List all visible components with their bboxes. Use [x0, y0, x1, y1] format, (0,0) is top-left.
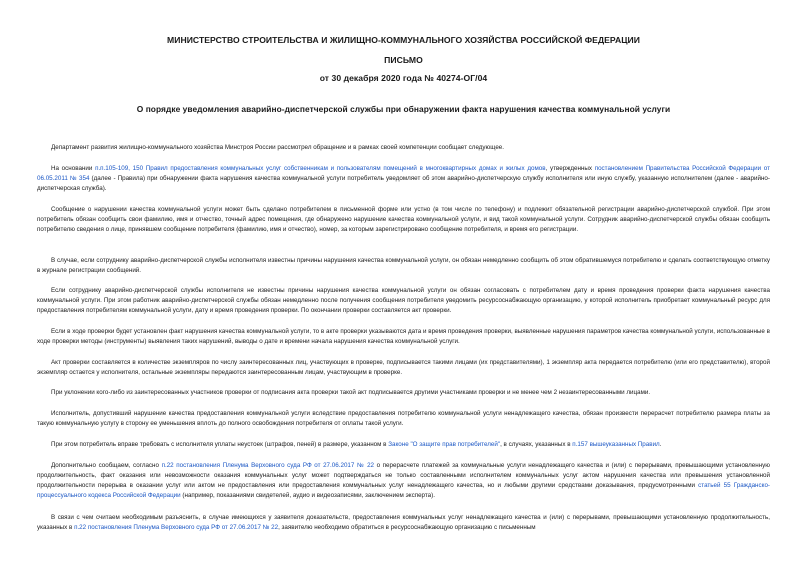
paragraph-text: На основании: [51, 165, 96, 172]
paragraph: [37, 388, 770, 398]
paragraph-text: Если сотруднику аварийно-диспетчерской службы исполнителя не известны причины нарушения качества коммунальной услуги он обязан согласовать с потребителем дату и время проведения проверки факта нарушения качества коммунальной услуги. При этом работник аварийно-диспетчерской службы обязан немедленно после получения сообщения потребителя уведомить ресурсоснабжающую организацию, у которой исполнитель приобретает коммунальный ресурс для предоставления потребителям коммунальной услуги, дату и время проведения проверки. По окончании проверки составляется акт проверки.: [37, 287, 770, 314]
paragraph-text: , в случаях, указанных в: [500, 441, 573, 448]
paragraph-text: , заявителю необходимо обратиться в ресурсоснабжающую организацию с письменным: [278, 524, 536, 531]
paragraph: [37, 205, 770, 235]
paragraph: [37, 286, 770, 316]
paragraph-text: Исполнитель, допустивший нарушение качества предоставления коммунальной услуги вследствие предоставления потребителю коммунальной услуги ненадлежащего качества, обязан произвести перерасчет потребителю размера платы за такую коммунальную услугу в сторону ее уменьшения вплоть до полного освобождения потребителя от оплаты такой услуги.: [37, 410, 770, 427]
paragraph-text: Акт проверки составляется в количестве экземпляров по числу заинтересованных лиц, участвующих в проверке, подписывается такими лицами (их представителями), 1 экземпляр акта передается потребителю (или его представителю), второй экземпляр остается у исполнителя, остальные экземпляры передаются заинтересованным лицам, участвующим в проверке.: [37, 359, 770, 376]
paragraph: [37, 513, 770, 533]
paragraph-text: .: [659, 441, 662, 448]
government-decree-link[interactable]: постановлением Правительства Российской Федерации от 06.05.2011 № 354: [37, 165, 770, 182]
paragraph: [37, 461, 770, 501]
paragraph-text: При этом потребитель вправе требовать с исполнителя уплаты неустоек (штрафов, пеней) в размере, указанном в: [51, 441, 389, 448]
paragraph-text: Если в ходе проверки будет установлен факт нарушения качества коммунальной услуги, то в акте проверки указываются дата и время проведения проверки, выявленные нарушения параметров качества коммунальной услуги, использованные в ходе проверки методы (инструменты) выявления таких нарушений, выводы о дате и времени начала нарушения качества коммунальной услуги.: [37, 328, 770, 345]
paragraph-text: В случае, если сотруднику аварийно-диспетчерской службы исполнителя известны причины нарушения качества коммунальной услуги, он обязан немедленно сообщить об этом обратившемуся потребителю и сделать соответствующую отметку в журнале регистрации сообщений.: [37, 257, 770, 274]
paragraph: [37, 164, 770, 194]
paragraph: [37, 143, 770, 153]
paragraph: [37, 358, 770, 378]
doc-date-number: от 30 декабря 2020 года № 40274-ОГ/04: [319, 73, 488, 83]
supreme-court-plenum-link[interactable]: п.22 постановления Пленума Верховного суда РФ от 27.06.2017 № 22: [74, 524, 279, 531]
paragraph-text: Департамент развития жилищно-коммунального хозяйства Минстроя России рассмотрел обращение и в рамках своей компетенции сообщает следующее.: [51, 144, 505, 151]
paragraph-text: При уклонении кого-либо из заинтересованных участников проверки от подписания акта проверки такой акт подписывается другими участниками проверки и не менее чем 2 незаинтересованными лицами.: [51, 389, 651, 396]
rules-p157-link[interactable]: п.157 вышеуказанных Правил: [572, 441, 660, 448]
paragraph-text: , утвержденных: [545, 165, 595, 172]
consumer-law-link[interactable]: Законе "О защите прав потребителей": [388, 441, 501, 448]
paragraph-text: В связи с чем считаем необходимым разъяснить, в случае имеющихся у заявителя доказательств, предоставления коммунальных услуг ненадлежащего качества и (или) с перерывами, превышающими установленную продолжительность, указанных в: [37, 514, 770, 531]
paragraph-text: (например, показаниями свидетелей, аудио и видеозаписями, заключением эксперта).: [180, 492, 435, 499]
paragraph: [37, 327, 770, 347]
paragraph: [37, 440, 770, 450]
paragraph: [37, 256, 770, 276]
paragraph-text: Дополнительно сообщаем, согласно: [51, 462, 162, 469]
ministry-title: МИНИСТЕРСТВО СТРОИТЕЛЬСТВА И ЖИЛИЩНО-КОММУНАЛЬНОГО ХОЗЯЙСТВА РОССИЙСКОЙ ФЕДЕРАЦИИ: [167, 35, 640, 45]
paragraph-text: о перерасчете платежей за коммунальные услуги ненадлежащего качества и (или) с перерывами, превышающими установленную продолжительность, факт оказания или невозможности оказания коммунальных услуг может подтверждаться не только составленными исполнителем коммунальных услуг актом нарушения качества или превышения установленной продолжительности перерыва в оказании услуг или актом не предоставления или предоставления коммунальных услуг ненадлежащего качества, но и любыми другими средствами доказывания, предусмотренными: [37, 462, 770, 489]
supreme-court-plenum-link[interactable]: п.22 постановления Пленума Верховного суда РФ от 27.06.2017 № 22: [161, 462, 375, 469]
paragraph: [37, 409, 770, 429]
doc-subject: О порядке уведомления аварийно-диспетчерской службы при обнаружении факта нарушения качества коммунальной услуги: [136, 104, 671, 114]
paragraph-text: (далее - Правила) при обнаружении факта нарушения качества коммунальной услуги потребитель уведомляет об этом аварийно-диспетчерскую службу исполнителя или иную службу, указанную исполнителем (далее - аварийно-диспетчерская служба).: [37, 175, 770, 192]
rules-link[interactable]: п.п.105-109, 150 Правил предоставления коммунальных услуг собственникам и пользователям помещений в многоквартирных домах и жилых домов: [95, 165, 546, 172]
paragraph-text: Сообщение о нарушении качества коммунальной услуги может быть сделано потребителем в письменной форме или устно (в том числе по телефону) и подлежит обязательной регистрации аварийно-диспетчерской службой. При этом потребитель обязан сообщить свои фамилию, имя и отчество, точный адрес помещения, где обнаружено нарушение качества коммунальной услуги, и вид такой коммунальной услуги. Сотрудник аварийно-диспетчерской службы обязан сообщить потребителю сведения о лице, принявшем сообщение потребителя (фамилию, имя и отчество), номер, за которым зарегистрировано сообщение потребителя, и время его регистрации.: [37, 206, 770, 233]
doc-type: ПИСЬМО: [384, 55, 423, 65]
civil-procedure-code-link[interactable]: статьей 55 Гражданско-процессуального кодекса Российской Федерации: [37, 482, 770, 499]
